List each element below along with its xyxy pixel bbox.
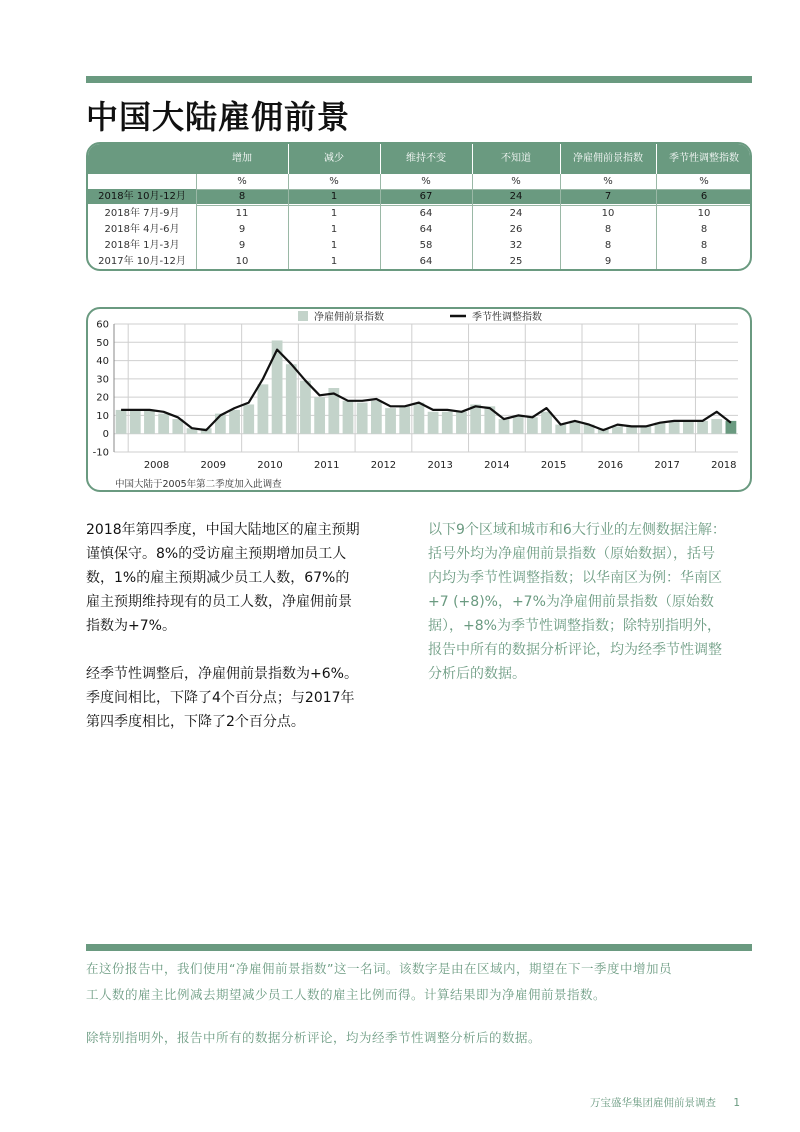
table-cell: 9 [604,256,612,267]
footer-line: 除特别指明外，报告中所有的数据分析评论，均为经季节性调整分析后的数据。 [86,1030,542,1045]
unit-cell: % [511,176,521,187]
table-cell: 32 [509,240,523,251]
note-text-right [428,518,758,686]
table-cell: 1 [330,224,338,235]
y-tick-label: 0 [102,429,109,441]
table-cell: 8 [700,224,708,235]
bottom-rule [86,944,752,951]
col-header-net-outlook: 净雇佣前景指数 [573,153,643,164]
table-cell: 10 [697,208,711,219]
chart-frame [86,307,752,492]
table-cell: 8 [604,224,612,235]
text-line: 指数为+7%。 [86,618,176,634]
x-tick-label: 2014 [484,460,510,471]
table-cell: 24 [509,191,523,202]
table-cell: 8 [700,240,708,251]
unit-row [88,174,750,189]
table-cell: 1 [330,208,338,219]
row-label: 2018年 7月-9月 [104,208,180,219]
x-tick-label: 2009 [200,460,226,471]
chart-note: 中国大陆于2005年第二季度加入此调查 [115,479,282,490]
table-row-highlight [88,189,750,204]
y-tick-label: 30 [96,374,109,386]
unit-cell: % [237,176,247,187]
table-cell: 6 [700,191,708,202]
table-cell: 7 [604,191,612,202]
table-cell: 26 [509,224,523,235]
outlook-table [86,142,752,271]
row-label: 2018年 1月-3月 [104,240,180,251]
table-cell: 1 [330,256,338,267]
page-number: 1 [733,1097,741,1109]
y-tick-label: 40 [96,356,109,368]
table-cell: 1 [330,240,338,251]
table-cell: 1 [330,191,338,202]
y-tick-label: 20 [96,392,109,404]
text-line: 报告中所有的数据分析评论，均为经季节性调整 [428,642,722,658]
table-cell: 10 [235,256,249,267]
y-tick-label: 60 [96,319,109,331]
text-line: 据），+8%为季节性调整指数；除特别指明外， [428,618,721,634]
x-tick-label: 2017 [654,460,680,471]
table-cell: 11 [235,208,249,219]
x-tick-label: 2018 [711,460,737,471]
report-name: 万宝盛华集团雇佣前景调查 [590,1097,716,1109]
x-tick-label: 2012 [370,460,397,471]
y-tick-label: 50 [96,337,109,349]
table-cell: 8 [700,256,708,267]
table-cell: 25 [509,256,523,267]
page-title: 中国大陆雇佣前景 [86,98,351,136]
table-cell: 8 [604,240,612,251]
y-tick-label: 10 [96,410,109,422]
text-line: 雇主预期维持现有的员工人数，净雇佣前景 [86,594,352,610]
row-label: 2018年 10月-12月 [98,191,186,202]
table-cell: 67 [419,191,433,202]
table-cell: 10 [601,208,615,219]
text-line: +7 (+8)%，+7%为净雇佣前景指数（原始数 [428,594,714,610]
footer-line: 工人数的雇主比例减去期望减少员工人数的雇主比例而得。计算结果即为净雇佣前景指数。 [86,987,607,1002]
col-header-decrease: 减少 [324,153,344,164]
page-footer [590,1095,740,1110]
row-label: 2017年 10月-12月 [98,256,186,267]
table-header [88,144,750,174]
x-tick-label: 2008 [143,460,170,471]
text-line: 以下9个区域和城市和6大行业的左侧数据注解： [428,522,726,538]
text-line: 内均为季节性调整指数；以华南区为例：华南区 [428,570,722,586]
col-header-dont-know: 不知道 [501,153,531,164]
x-tick-label: 2015 [540,460,567,471]
unit-cell: % [421,176,431,187]
top-rule [86,76,752,83]
table-cell: 58 [419,240,433,251]
unit-cell: % [699,176,709,187]
table-cell: 9 [238,240,246,251]
text-line: 数，1%的雇主预期减少员工人数，67%的 [86,570,350,586]
col-header-increase: 增加 [232,153,252,164]
x-tick-label: 2016 [597,460,624,471]
table-cell: 64 [419,224,433,235]
x-tick-label: 2011 [314,460,340,471]
row-label: 2018年 4月-6月 [104,224,180,235]
footer-line: 在这份报告中，我们使用“净雇佣前景指数”这一名词。该数字是由在区域内，期望在下一季度中增加员 [86,961,672,976]
x-tick-label: 2013 [427,460,453,471]
unit-cell: % [329,176,339,187]
text-line: 分析后的数据。 [428,666,526,682]
x-tick-label: 2010 [257,460,283,471]
text-line: 2018年第四季度，中国大陆地区的雇主预期 [86,522,360,538]
table-cell: 9 [238,224,246,235]
text-line: 经季节性调整后，净雇佣前景指数为+6%。 [86,666,358,682]
y-tick-label: -10 [92,447,109,459]
text-line: 第四季度相比，下降了2个百分点。 [86,714,305,730]
unit-cell: % [603,176,613,187]
table-cell: 64 [419,208,433,219]
table-cell: 8 [238,191,246,202]
legend-bar-label: 净雇佣前景指数 [314,312,384,323]
text-line: 括号外均为净雇佣前景指数（原始数据），括号 [428,546,715,562]
col-header-seasonal: 季节性调整指数 [669,153,739,164]
text-line: 季度间相比，下降了4个百分点；与2017年 [86,690,355,706]
table-cell: 64 [419,256,433,267]
legend-line-label: 季节性调整指数 [472,312,542,323]
text-line: 谨慎保守。8%的受访雇主预期增加员工人 [86,546,347,562]
summary-text-left [86,518,406,734]
table-cell: 24 [509,208,523,219]
col-header-no-change: 维持不变 [406,153,446,164]
